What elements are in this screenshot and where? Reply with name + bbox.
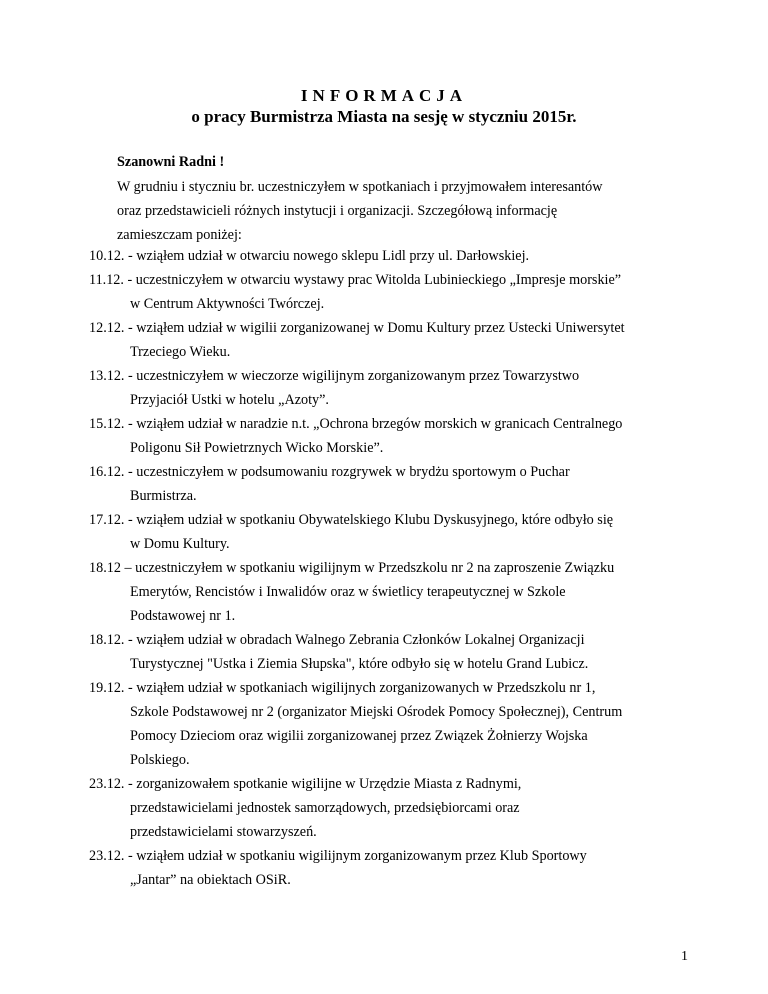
activity-entry [89,268,709,316]
activity-entry-continuation: Burmistrza. [130,488,197,504]
intro-line: oraz przedstawicieli różnych instytucji i organizacji. Szczegółową informację [117,203,558,219]
activity-entry [89,844,709,892]
activity-entry-first-line: 11.12. - uczestniczyłem w otwarciu wystawy prac Witolda Lubinieckiego „Impresje morskie” [89,272,622,288]
activity-entry-first-line: 16.12. - uczestniczyłem w podsumowaniu rozgrywek w brydżu sportowym o Puchar [89,464,570,480]
activity-entry-first-line: 17.12. - wziąłem udział w spotkaniu Obywatelskiego Klubu Dyskusyjnego, które odbyło się [89,512,614,528]
activity-entry-continuation: Poligonu Sił Powietrznych Wicko Morskie”. [130,440,384,456]
activity-entry-continuation: Pomocy Dzieciom oraz wigilii zorganizowanej przez Związek Żołnierzy Wojska [130,728,588,744]
activity-entry-first-line: 18.12 – uczestniczyłem w spotkaniu wigilijnym w Przedszkolu nr 2 na zaproszenie Związku [89,560,615,576]
activity-entry [89,556,709,628]
activity-entry-first-line: 23.12. - zorganizowałem spotkanie wigilijne w Urzędzie Miasta z Radnymi, [89,776,522,792]
activity-entry-first-line: 15.12. - wziąłem udział w naradzie n.t. „Ochrona brzegów morskich w granicach Centralnego [89,416,623,432]
activity-entry-continuation: Przyjaciół Ustki w hotelu „Azoty”. [130,392,329,408]
intro-line: W grudniu i styczniu br. uczestniczyłem w spotkaniach i przyjmowałem interesantów [117,179,603,195]
activity-entry-first-line: 12.12. - wziąłem udział w wigilii zorganizowanej w Domu Kultury przez Ustecki Uniwersytet [89,320,625,336]
document-title: INFORMACJA [300,86,468,105]
activity-entry-continuation: w Domu Kultury. [130,536,230,552]
page-number: 1 [681,949,688,964]
activity-entry-first-line: 13.12. - uczestniczyłem w wieczorze wigilijnym zorganizowanym przez Towarzystwo [89,368,580,384]
activity-entry-continuation: przedstawicielami jednostek samorządowych, przedsiębiorcami oraz [130,800,520,816]
activity-entry [89,244,709,268]
activity-entry [89,628,709,676]
activity-entry-first-line: 18.12. - wziąłem udział w obradach Walnego Zebrania Członków Lokalnej Organizacji [89,632,585,648]
activity-entry [89,316,709,364]
activity-entry [89,772,709,844]
activity-entry [89,460,709,508]
activity-entry-continuation: w Centrum Aktywności Twórczej. [130,296,325,312]
activity-entry-first-line: 23.12. - wziąłem udział w spotkaniu wigilijnym zorganizowanym przez Klub Sportowy [89,848,587,864]
activity-entry-continuation: Polskiego. [130,752,190,768]
activity-entry-continuation: Turystycznej "Ustka i Ziemia Słupska", które odbyło się w hotelu Grand Lubicz. [130,656,589,672]
intro-line: zamieszczam poniżej: [117,227,242,243]
activity-entry [89,412,709,460]
activity-entry-continuation: „Jantar” na obiektach OSiR. [130,872,291,888]
activity-entry-continuation: Emerytów, Rencistów i Inwalidów oraz w świetlicy terapeutycznej w Szkole [130,584,566,600]
activity-entry-continuation: Trzeciego Wieku. [130,344,231,360]
activity-list [89,244,709,892]
activity-entry [89,364,709,412]
activity-entry-continuation: przedstawicielami stowarzyszeń. [130,824,317,840]
activity-entry [89,508,709,556]
document-subtitle: o pracy Burmistrza Miasta na sesję w styczniu 2015r. [191,107,577,126]
activity-entry-first-line: 10.12. - wziąłem udział w otwarciu nowego sklepu Lidl przy ul. Darłowskiej. [89,248,530,264]
activity-entry-first-line: 19.12. - wziąłem udział w spotkaniach wigilijnych zorganizowanych w Przedszkolu nr 1, [89,680,596,696]
activity-entry-continuation: Podstawowej nr 1. [130,608,236,624]
activity-entry [89,676,709,772]
greeting: Szanowni Radni ! [117,154,225,170]
activity-entry-continuation: Szkole Podstawowej nr 2 (organizator Miejski Ośrodek Pomocy Społecznej), Centrum [130,704,623,720]
intro-section [117,150,707,247]
